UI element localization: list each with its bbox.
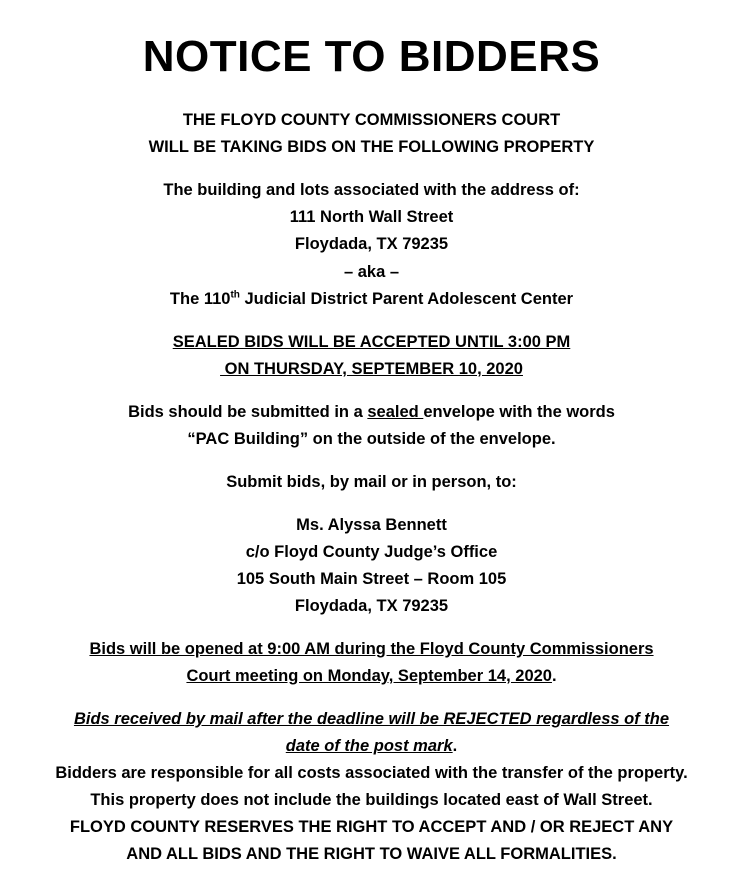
- intro-line-1: THE FLOYD COUNTY COMMISSIONERS COURT: [182, 111, 561, 129]
- property-name: [0, 288, 743, 310]
- property-name-prefix: The 110: [169, 290, 231, 308]
- opening-line-2: [0, 665, 743, 687]
- property-lead: The building and lots associated with the address of:: [163, 181, 580, 199]
- opening-line-1: [0, 638, 743, 660]
- deadline-line-1: [0, 331, 743, 353]
- opening-line-2-text: Court meeting on Monday, September 14, 2020: [186, 667, 552, 685]
- property-street: 111 North Wall Street: [289, 208, 454, 226]
- opening-line-2-end: .: [551, 667, 557, 685]
- address-city: Floydada, TX 79235: [294, 597, 449, 615]
- address-street: 105 South Main Street – Room 105: [236, 570, 507, 588]
- rejected-line-1-text: Bids received by mail after the deadline will be REJECTED regardless of the: [73, 710, 670, 728]
- reserve-line-1: FLOYD COUNTY RESERVES THE RIGHT TO ACCEPT AND / OR REJECT ANY: [69, 818, 674, 836]
- property-name-suffix: Judicial District Parent Adolescent Center: [239, 290, 574, 308]
- intro-line-2: WILL BE TAKING BIDS ON THE FOLLOWING PROPERTY: [148, 138, 595, 156]
- property-city: Floydada, TX 79235: [294, 235, 449, 253]
- envelope-post: envelope with the words: [423, 403, 615, 421]
- deadline-line-2-text: ON THURSDAY, SEPTEMBER 10, 2020: [220, 360, 523, 378]
- envelope-line-1: [0, 401, 743, 423]
- submit-lead: Submit bids, by mail or in person, to:: [226, 473, 517, 491]
- rejected-line-1: [0, 708, 743, 730]
- opening-line-1-text: Bids will be opened at 9:00 AM during the Floyd County Commissioners: [89, 640, 654, 658]
- envelope-pre: Bids should be submitted in a: [128, 403, 368, 421]
- notice-title: NOTICE TO BIDDERS: [142, 32, 601, 81]
- exclusion-line: This property does not include the buildings located east of Wall Street.: [90, 791, 653, 809]
- property-aka: – aka –: [343, 263, 400, 281]
- address-name: Ms. Alyssa Bennett: [296, 516, 447, 534]
- property-name-sup: th: [230, 289, 240, 301]
- envelope-line-2: “PAC Building” on the outside of the envelope.: [187, 430, 556, 448]
- rejected-line-2-end: .: [452, 737, 458, 755]
- rejected-line-2-text: date of the post mark: [285, 737, 453, 755]
- costs-line: Bidders are responsible for all costs associated with the transfer of the property.: [55, 764, 688, 782]
- envelope-sealed: sealed: [367, 403, 424, 421]
- reserve-line-2: AND ALL BIDS AND THE RIGHT TO WAIVE ALL FORMALITIES.: [126, 845, 617, 863]
- deadline-line-1-text: SEALED BIDS WILL BE ACCEPTED UNTIL 3:00 PM: [172, 333, 571, 351]
- deadline-line-2: [0, 358, 743, 380]
- rejected-line-2: [0, 735, 743, 757]
- address-office: c/o Floyd County Judge’s Office: [245, 543, 498, 561]
